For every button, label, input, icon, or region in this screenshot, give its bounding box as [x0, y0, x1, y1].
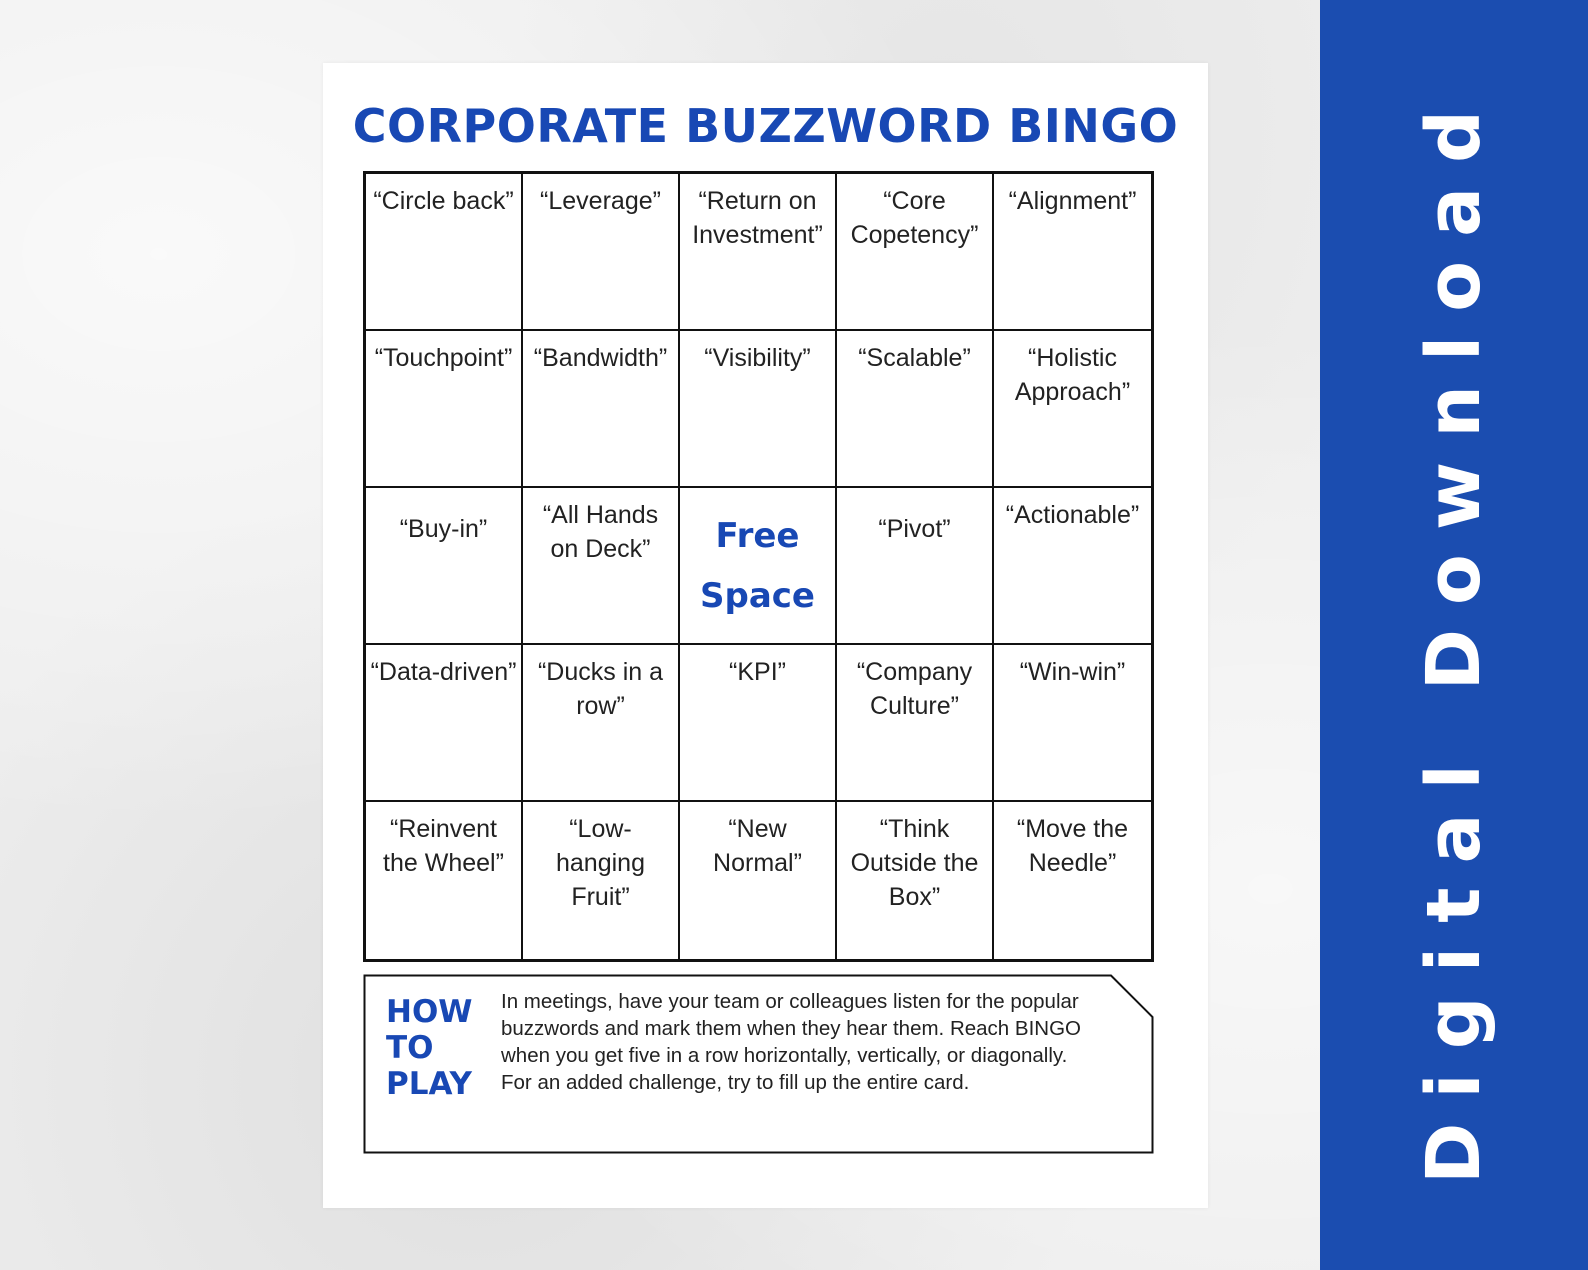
- bingo-cell-r2c1: “Touchpoint”: [366, 331, 523, 488]
- bingo-grid: [363, 171, 1154, 962]
- bingo-cell-r1c1: “Circle back”: [366, 174, 523, 331]
- bingo-cell-r1c2: “Leverage”: [523, 174, 680, 331]
- bingo-cell-r4c3: “KPI”: [680, 645, 837, 802]
- how-to-play-heading: HOW TO PLAY: [386, 994, 473, 1102]
- banner-text: Digital Download: [1411, 86, 1497, 1184]
- bingo-cell-r1c5: “Alignment”: [994, 174, 1151, 331]
- bingo-cell-r4c4: “Company Culture”: [837, 645, 994, 802]
- bingo-cell-r5c2: “Low-hanging Fruit”: [523, 802, 680, 959]
- bingo-cell-r1c4: “Core Copetency”: [837, 174, 994, 331]
- bingo-cell-r2c4: “Scalable”: [837, 331, 994, 488]
- bingo-cell-r3c5: “Actionable”: [994, 488, 1151, 645]
- bingo-cell-r1c3: “Return on Investment”: [680, 174, 837, 331]
- bingo-cell-r2c3: “Visibility”: [680, 331, 837, 488]
- bingo-cell-r3c1: “Buy-in”: [366, 488, 523, 645]
- bingo-cell-r2c2: “Bandwidth”: [523, 331, 680, 488]
- bingo-cell-r5c3: “New Normal”: [680, 802, 837, 959]
- digital-download-banner: [1320, 0, 1588, 1270]
- bingo-cell-r3c4: “Pivot”: [837, 488, 994, 645]
- bingo-cell-r3c2: “All Hands on Deck”: [523, 488, 680, 645]
- bingo-cell-r5c4: “Think Outside the Box”: [837, 802, 994, 959]
- how-to-play-box: [363, 974, 1154, 1154]
- bingo-cell-r5c1: “Reinvent the Wheel”: [366, 802, 523, 959]
- bingo-sheet: [323, 63, 1208, 1208]
- bingo-cell-r4c5: “Win-win”: [994, 645, 1151, 802]
- bingo-cell-r2c5: “Holistic Approach”: [994, 331, 1151, 488]
- bingo-cell-r4c2: “Ducks in a row”: [523, 645, 680, 802]
- bingo-free-space: Free Space: [680, 488, 837, 645]
- page-title: CORPORATE BUZZWORD BINGO: [352, 99, 1179, 153]
- how-to-play-instructions: In meetings, have your team or colleagues listen for the popular buzzwords and mark them when they hear them. Reach BINGO when you get five in a row horizontally, vertically, or diagonally. For an added challenge, try to fill up the entire card.: [501, 990, 1081, 1094]
- bingo-cell-r4c1: “Data-driven”: [366, 645, 523, 802]
- bingo-cell-r5c5: “Move the Needle”: [1016, 815, 1129, 877]
